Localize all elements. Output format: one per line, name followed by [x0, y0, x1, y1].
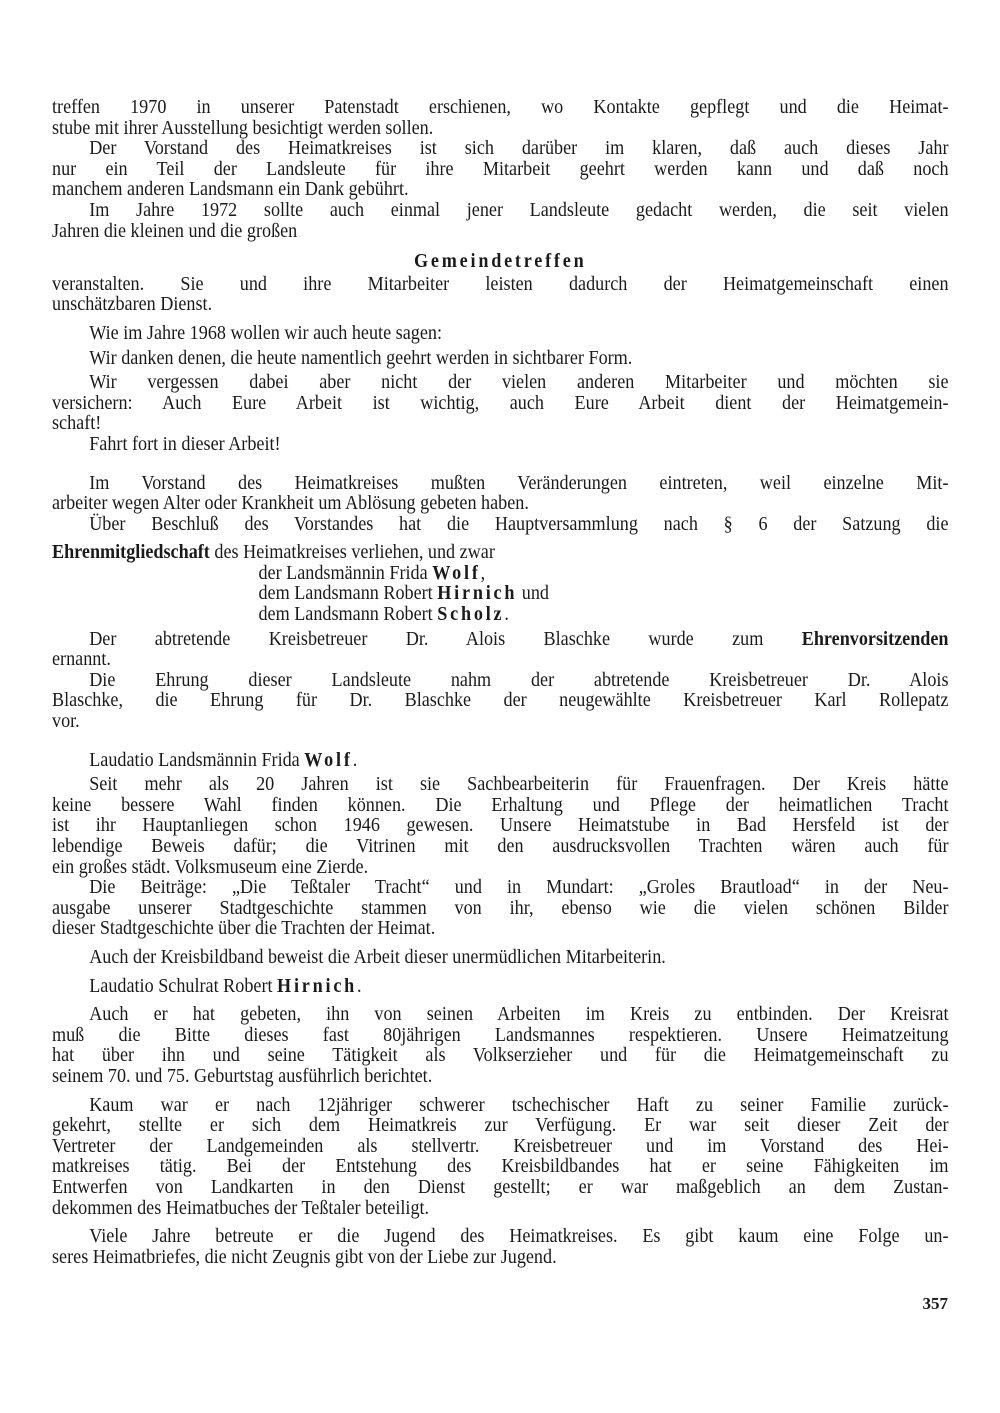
paragraph-4: [52, 275, 949, 316]
paragraph-3: [52, 201, 949, 242]
bold-term: Ehrenvorsitzenden: [801, 628, 949, 650]
paragraph-8: [52, 435, 949, 456]
text-run: des Heimatkreises verliehen, und zwar: [209, 542, 495, 564]
text-line: Über Beschluß des Vorstandes hat die Hauptversammlung nach § 6 der Satzung die: [89, 513, 949, 535]
text-line: veranstalten. Sie und ihre Mitarbeiter leisten dadurch der Heimatgemeinschaft einen: [52, 273, 949, 295]
paragraph-9: [52, 474, 949, 515]
text-line: Die Ehrung dieser Landsleute nahm der abtretende Kreisbetreuer Dr. Alois: [89, 669, 949, 691]
text-run: der Landsmännin Frida: [258, 562, 433, 584]
text-line: manchem anderen Landsmann ein Dank gebührt.: [52, 179, 409, 201]
text-run: dem Landsmann Robert: [258, 583, 438, 605]
text-line: versichern: Auch Eure Arbeit ist wichtig, auch Eure Arbeit dient der Heimatgemein-: [52, 392, 949, 414]
text-line: Der Vorstand des Heimatkreises ist sich darüber im klaren, daß auch dieses Jahr: [89, 138, 949, 160]
text-line: muß die Bitte dieses fast 80jährigen Landsmannes respektieren. Unsere Heimatzeitung: [52, 1024, 949, 1046]
text-line: [52, 630, 949, 651]
bold-term: Ehrenmitgliedschaft: [52, 542, 210, 564]
paragraph-2: [52, 139, 949, 201]
text-line: stube mit ihrer Ausstellung besichtigt werden sollen.: [52, 117, 434, 139]
text-line: ausgabe unserer Stadtgeschichte stammen von ihr, ebenso wie die vielen schönen Bilder: [52, 897, 949, 919]
text-line: seres Heimatbriefes, die nicht Zeugnis gibt von der Liebe zur Jugend.: [52, 1246, 557, 1268]
honoree-name: Hirnich: [277, 975, 358, 997]
text-line: Viele Jahre betreute er die Jugend des Heimatkreises. Es gibt kaum eine Folge un-: [89, 1226, 949, 1248]
text-line: keine bessere Wahl finden können. Die Erhaltung und Pflege der heimatlichen Tracht: [52, 794, 949, 816]
text-line: Auch er hat gebeten, ihn von seinen Arbeiten im Kreis zu entbinden. Der Kreisrat: [89, 1004, 949, 1026]
body-text: [52, 98, 949, 1268]
text-line: seinem 70. und 75. Geburtstag ausführlich berichtet.: [52, 1065, 433, 1087]
text-line: treffen 1970 in unserer Patenstadt erschienen, wo Kontakte gepflegt und die Heimat-: [52, 97, 949, 118]
laudatio-heading-wolf: [52, 751, 949, 772]
text-run: dem Landsmann Robert: [258, 604, 438, 626]
text-line: Die Beiträge: „Die Teßtaler Tracht“ und in Mundart: „Groles Brautload“ in der Neu-: [89, 877, 949, 899]
text-line: dieser Stadtgeschichte über die Trachten der Heimat.: [52, 918, 436, 940]
text-run: Laudatio Schulrat Robert: [89, 975, 278, 997]
text-line: Seit mehr als 20 Jahren ist sie Sachbearbeiterin für Frauenfragen. Der Kreis hätte: [89, 774, 949, 796]
text-line: matkreises tätig. Bei der Entstehung des Kreisbildbandes hat er seine Fähigkeiten im: [52, 1156, 949, 1178]
paragraph-15: [52, 878, 949, 940]
text-line: Entwerfen von Landkarten in den Dienst gestellt; er war maßgeblich an dem Zustan-: [52, 1176, 949, 1198]
honoree-line: [258, 564, 948, 585]
paragraph-5: [52, 324, 949, 345]
text-run: .: [357, 975, 362, 997]
paragraph-17: [52, 1005, 949, 1087]
text-line: Wir danken denen, die heute namentlich geehrt werden in sichtbarer Form.: [89, 347, 633, 369]
honoree-name: Wolf: [304, 749, 353, 771]
paragraph-16: [52, 948, 949, 969]
text-line: Auch der Kreisbildband beweist die Arbeit dieser unermüdlichen Mitarbeiterin.: [89, 946, 666, 968]
paragraph-12: [52, 630, 949, 671]
paragraph-18: [52, 1096, 949, 1220]
text-line: gekehrt, stellte er sich dem Heimatkreis zur Verfügung. Er war seit dieser Zeit der: [52, 1115, 949, 1137]
text-line: nur ein Teil der Landsleute für ihre Mitarbeit geehrt werden kann und daß noch: [52, 158, 949, 180]
text-line: Fahrt fort in dieser Arbeit!: [89, 433, 281, 455]
text-line: Wir vergessen dabei aber nicht der vielen anderen Mitarbeiter und möchten sie: [89, 372, 949, 394]
text-line: Jahren die kleinen und die großen: [52, 220, 298, 242]
laudatio-heading-hirnich: [52, 977, 949, 998]
document-page: [52, 97, 949, 1268]
paragraph-13: [52, 671, 949, 733]
text-line: Kaum war er nach 12jähriger schwerer tschechischer Haft zu seiner Familie zurück-: [89, 1094, 949, 1116]
text-line: arbeiter wegen Alter oder Krankheit um Ablösung gebeten haben.: [52, 493, 529, 515]
honoree-name: Scholz: [437, 604, 505, 626]
text-run: .: [504, 604, 509, 626]
paragraph-7: [52, 373, 949, 435]
text-line: dekommen des Heimatbuches der Teßtaler beteiligt.: [52, 1197, 430, 1219]
paragraph-14: [52, 775, 949, 878]
honoree-name: Hirnich: [437, 583, 518, 605]
text-line: schaft!: [52, 413, 102, 435]
honoree-line: [258, 584, 948, 605]
text-line: [52, 751, 949, 772]
paragraph-19: [52, 1227, 949, 1268]
text-run: ,: [480, 562, 486, 584]
text-run: .: [352, 749, 358, 771]
section-heading: Gemeindetreffen: [414, 251, 587, 273]
text-line: Im Jahre 1972 sollte auch einmal jener Landsleute gedacht werden, die seit vielen: [89, 199, 949, 221]
text-run: Laudatio Landsmännin Frida: [89, 749, 305, 771]
paragraph-11: [52, 543, 949, 564]
text-run: Der abtretende Kreisbetreuer Dr. Alois Blaschke wurde zum: [89, 628, 802, 650]
text-line: hat über ihn und seine Tätigkeit als Volkserzieher und für die Heimatgemeinschaft zu: [52, 1045, 949, 1067]
text-line: Im Vorstand des Heimatkreises mußten Veränderungen eintreten, weil einzelne Mit-: [89, 472, 949, 494]
honoree-line: [258, 605, 948, 626]
page-number: 357: [922, 1294, 948, 1313]
text-line: unschätzbaren Dienst.: [52, 294, 213, 316]
text-line: vor.: [52, 711, 80, 733]
paragraph-1: [52, 98, 949, 139]
text-line: Vertreter der Landgemeinden als stellvertr. Kreisbetreuer und im Vorstand des Hei-: [52, 1135, 949, 1157]
text-line: [52, 543, 949, 564]
text-line: ein großes städt. Volksmuseum eine Zierde.: [52, 856, 369, 878]
text-line: ist ihr Hauptanliegen schon 1946 gewesen. Unsere Heimatstube in Bad Hersfeld ist der: [52, 815, 949, 837]
text-line: [52, 977, 949, 998]
text-run: und: [517, 583, 549, 605]
text-line: Wie im Jahre 1968 wollen wir auch heute sagen:: [89, 322, 443, 344]
text-line: lebendige Beweis dafür; die Vitrinen mit den ausdrucksvollen Trachten wären auch für: [52, 836, 949, 857]
honoree-list: [52, 564, 949, 626]
text-line: Blaschke, die Ehrung für Dr. Blaschke der neugewählte Kreisbetreuer Karl Rollepatz: [52, 690, 949, 712]
honoree-name: Wolf: [432, 562, 481, 584]
text-line: ernannt.: [52, 649, 111, 671]
paragraph-6: [52, 349, 949, 370]
paragraph-10: [52, 515, 949, 536]
